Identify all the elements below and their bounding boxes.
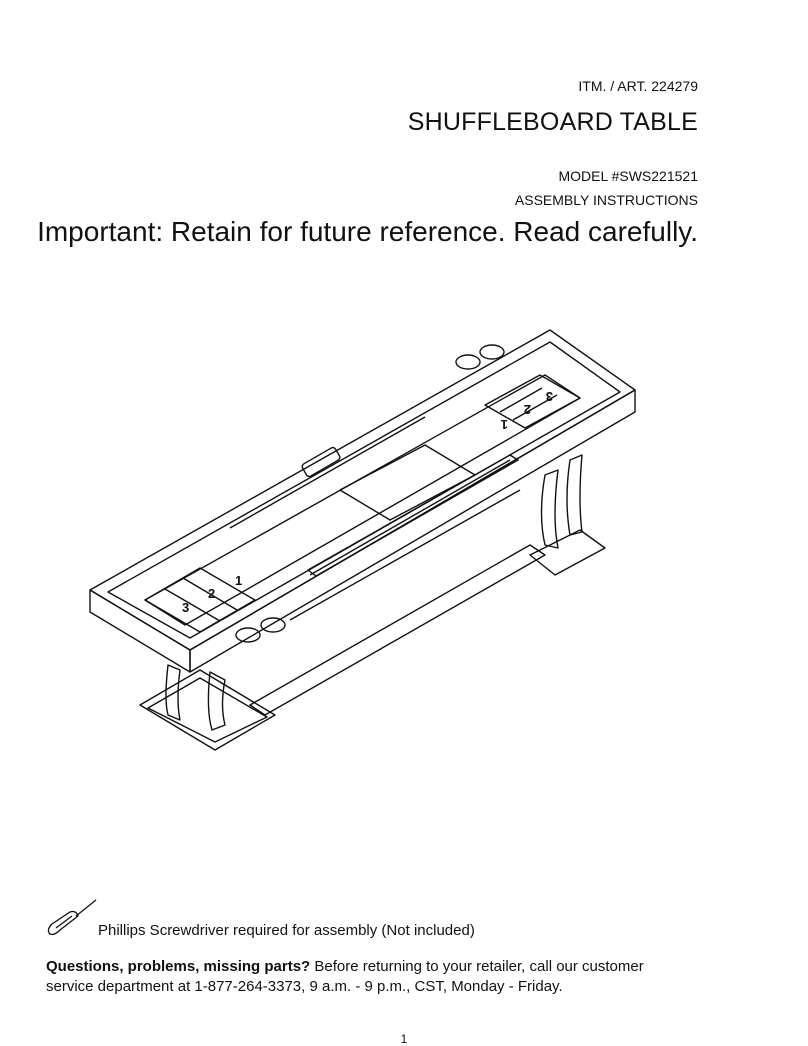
support-info — [46, 957, 686, 997]
shuffleboard-table-illustration — [80, 320, 660, 760]
cup-holder-near-left — [236, 628, 260, 642]
cup-holder-far-left — [456, 355, 480, 369]
shelf-back-line — [290, 490, 520, 620]
important-notice: Important: Retain for future reference. Read carefully. — [37, 216, 698, 247]
far-gutter-rail — [230, 417, 425, 528]
apron-left-face — [90, 590, 190, 672]
page-title: SHUFFLEBOARD TABLE — [407, 108, 698, 136]
table-top-outline — [90, 330, 635, 650]
cup-holder-near-right — [261, 618, 285, 632]
model-number: MODEL #SWS221521 — [558, 168, 698, 184]
score-label-near-2: 2 — [208, 586, 216, 601]
support-line-2: service department at 1-877-264-3373, 9 a.m. - 9 p.m., CST, Monday - Friday. — [46, 978, 563, 995]
score-label-near-3: 3 — [182, 600, 190, 615]
near-gutter-rail — [310, 460, 510, 575]
assembly-heading: ASSEMBLY INSTRUCTIONS — [514, 192, 698, 208]
score-label-far-1: 1 — [500, 417, 508, 432]
leg-far-right — [567, 455, 582, 535]
screwdriver-shaft — [76, 900, 96, 916]
scoring-line — [500, 388, 542, 412]
support-heading: Questions, problems, missing parts? — [46, 958, 311, 975]
screwdriver-icon — [46, 898, 98, 938]
center-panel — [340, 445, 475, 520]
item-number: ITM. / ART. 224279 — [578, 78, 698, 94]
page-number: 1 — [400, 1032, 408, 1046]
tool-requirement: Phillips Screwdriver required for assembly (Not included) — [98, 922, 475, 939]
score-label-near-1: 1 — [235, 573, 243, 588]
lower-shelf — [250, 545, 545, 715]
support-line-1: Before returning to your retailer, call our customer — [310, 958, 644, 975]
leg-near-left — [166, 665, 180, 720]
score-label-far-2: 2 — [523, 402, 531, 417]
score-label-far-3: 3 — [545, 389, 553, 404]
cup-holder-far-right — [480, 345, 504, 359]
leg-far-left — [542, 470, 559, 548]
